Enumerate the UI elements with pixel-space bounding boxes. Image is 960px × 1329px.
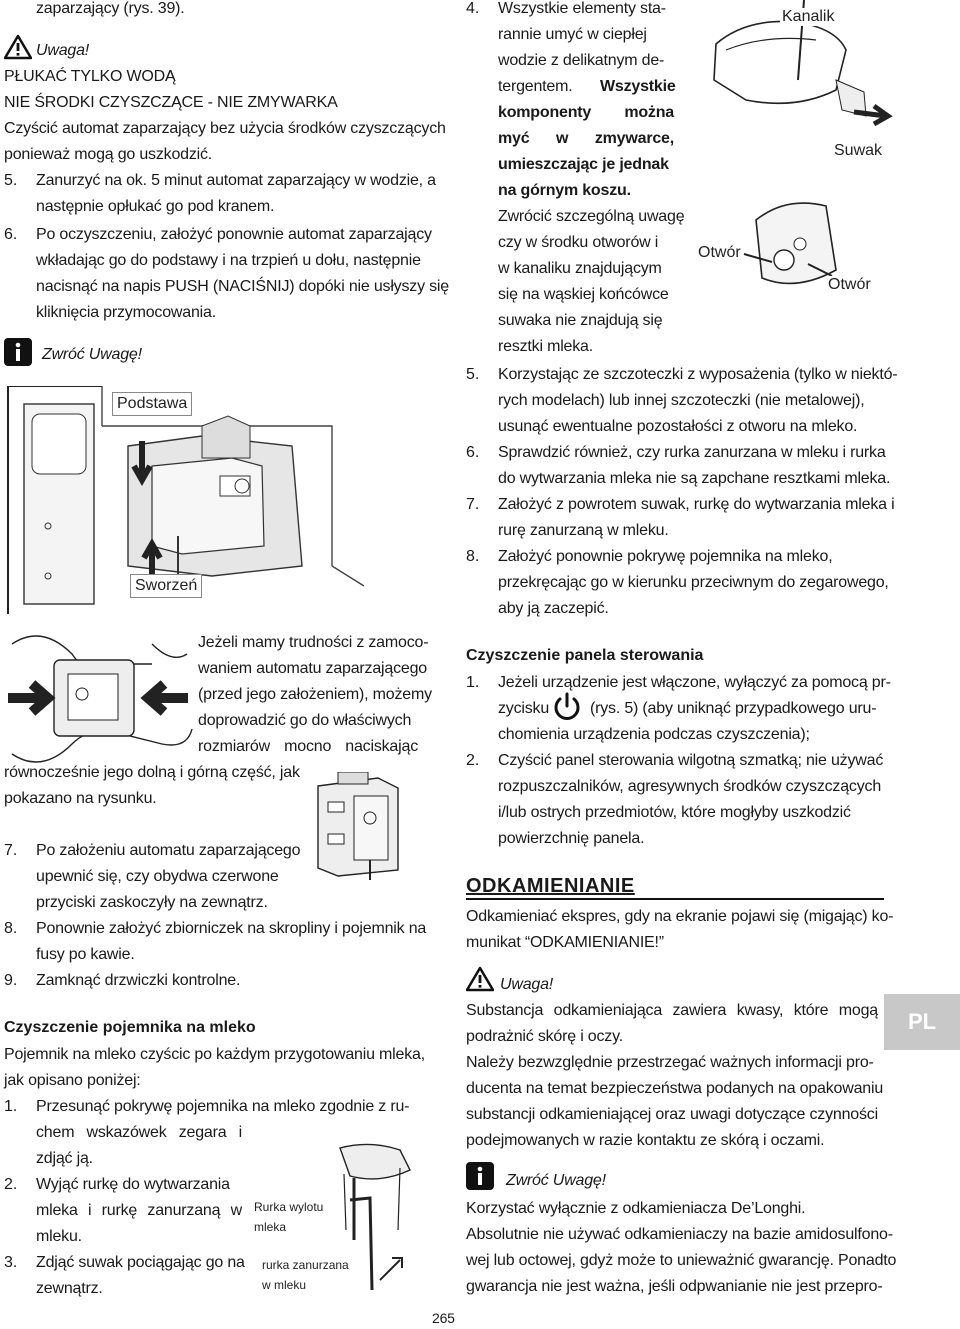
step-number: 6.: [4, 226, 18, 243]
step-number: 2.: [4, 1176, 18, 1193]
step-text: nacisnąć na napis PUSH (NACIŚNIJ) dopóki nie usłyszy się: [36, 278, 449, 295]
step-number: 1.: [466, 674, 480, 691]
hands-text: waniem automatu zaparzającego: [198, 660, 428, 677]
warning-line: podejmowanych w razie kontaktu ze skórą i oczami.: [466, 1132, 825, 1149]
step-text: suwaka nie znajdują się: [498, 312, 663, 329]
heading-rule: [466, 898, 884, 900]
warning-line: Należy bezwzględnie przestrzegać ważnych informacji pro-: [466, 1054, 874, 1071]
page-number: 265: [432, 1310, 455, 1326]
step-text: chem wskazówek zegara i: [36, 1124, 242, 1141]
step-text: kliknięcia przymocowania.: [36, 304, 216, 321]
warning-line: ponieważ mogą go uszkodzić.: [4, 146, 213, 163]
step-text: Zanurzyć na ok. 5 minut automat zaparzający w wodzie, a: [36, 172, 436, 189]
note-title: Zwróć Uwagę!: [506, 1172, 606, 1189]
power-icon: [550, 692, 584, 722]
step-text: usunąć ewentualne pozostałości z otworu na mleko.: [498, 418, 858, 435]
step-text-bold: Wszystkie: [600, 78, 676, 95]
step-text: do wytwarzania mleka nie są zapchane resztkami mleka.: [498, 470, 891, 487]
figure-label-sworzen: Sworzeń: [130, 574, 202, 598]
note-line: wej lub octowej, gdyż może to unieważnić gwarancję. Ponadto: [466, 1252, 897, 1269]
step-text: rozpuszczalników, agresywnych środków czyszczących: [498, 778, 882, 795]
warning-line: Czyścić automat zaparzający bez użycia środków czyszczących: [4, 120, 446, 137]
figure-label-rurka-wylotu: Rurka wylotu: [254, 1200, 324, 1214]
step-text: upewnić się, czy obydwa czerwone: [36, 868, 279, 885]
intro-tail: zaparzający (rys. 39).: [36, 0, 185, 17]
warning-line: ducenta na temat bezpieczeństwa podanych na opakowaniu: [466, 1080, 884, 1097]
step-text: Zamknąć drzwiczki kontrolne.: [36, 972, 241, 989]
descale-intro: munikat “ODKAMIENIANIE!”: [466, 934, 664, 951]
step-text: czy w środku otworów i: [498, 234, 659, 251]
section-heading-descaling: ODKAMIENIANIE: [466, 875, 635, 897]
warning-line: Substancja odkamieniająca zawiera kwasy, które mogą: [466, 1002, 878, 1019]
step-text-bold: myć w zmywarce,: [498, 130, 674, 147]
section-heading-panel: Czyszczenie panela sterowania: [466, 647, 704, 664]
milk-slider-figure: [686, 0, 900, 320]
step-number: 1.: [4, 1098, 18, 1115]
step-text: zycisku: [498, 700, 550, 717]
note-title: Zwróć Uwagę!: [42, 346, 142, 363]
figure-label-rurka-wylotu: mleka: [254, 1220, 287, 1234]
step-text: chomienia urządzenia podczas czyszczenia);: [498, 726, 810, 743]
step-text: Zwrócić szczególną uwagę: [498, 208, 685, 225]
hands-text: Jeżeli mamy trudności z zamoco-: [198, 634, 429, 651]
step-number: 8.: [4, 920, 18, 937]
step-number: 2.: [466, 752, 480, 769]
figure-label-kanalik: Kanalik: [782, 8, 835, 25]
step-text: Założyć z powrotem suwak, rurkę do wytwarzania mleka i: [498, 496, 895, 513]
step-text: wodzie z delikatnym de-: [498, 52, 665, 69]
step-number: 5.: [4, 172, 18, 189]
step-number: 6.: [466, 444, 480, 461]
step-text: aby ją zaczepić.: [498, 600, 609, 617]
step-text-bold: na górnym koszu.: [498, 182, 631, 199]
step-number: 8.: [466, 548, 480, 565]
step-text: Czyścić panel sterowania wilgotną szmatką; nie używać: [498, 752, 884, 769]
step-text: Korzystając ze szczoteczki z wyposażenia (tylko w niektó-: [498, 366, 898, 383]
figure-label-otwor: Otwór: [828, 276, 871, 293]
step-number: 3.: [4, 1254, 18, 1271]
brewer-unit-figure: [298, 772, 418, 882]
figure-label-rurka-zanurzana: w mleku: [262, 1278, 307, 1292]
step-text: mleka i rurkę zanurzaną w: [36, 1202, 242, 1219]
step-text: Wszystkie elementy sta-: [498, 0, 666, 17]
step-text: przekręcając go w kierunku przeciwnym do zegarowego,: [498, 574, 889, 591]
hands-text: pokazano na rysunku.: [4, 790, 157, 807]
step-text: Po założeniu automatu zaparzającego: [36, 842, 301, 859]
step-text: przyciski zaskoczyły na zewnątrz.: [36, 894, 268, 911]
note-line: Korzystać wyłącznie z odkamieniacza De’Longhi.: [466, 1200, 806, 1217]
language-tab: PL: [884, 994, 960, 1050]
step-text: Zdjąć suwak pociągając go na: [36, 1254, 245, 1271]
figure-label-otwor: Otwór: [698, 244, 741, 261]
hands-text: doprowadzić go do właściwych: [198, 712, 412, 729]
descale-intro: Odkamieniać ekspres, gdy na ekranie pojawi się (migając) ko-: [466, 908, 894, 925]
figure-label-suwak: Suwak: [834, 142, 883, 159]
warning-icon: [4, 34, 32, 60]
step-text: w kanaliku znajdującym: [498, 260, 662, 277]
step-number: 9.: [4, 972, 18, 989]
step-text: Po oczyszczeniu, założyć ponownie automat zaparzający: [36, 226, 432, 243]
warning-line: PŁUKAĆ TYLKO WODĄ: [4, 68, 176, 85]
step-text: rurę zanurzaną w mleku.: [498, 522, 669, 539]
hands-text: (przed jego założeniem), możemy: [198, 686, 432, 703]
milk-intro: jak opisano poniżej:: [4, 1072, 141, 1089]
step-text-bold: umieszczając je jednak: [498, 156, 669, 173]
step-text: mleku.: [36, 1228, 82, 1245]
step-text: fusy po kawie.: [36, 946, 135, 963]
step-text: zewnątrz.: [36, 1280, 103, 1297]
milk-intro: Pojemnik na mleko czyścic po każdym przygotowaniu mleka,: [4, 1046, 425, 1063]
step-text: rych modelach) lub innej szczoteczki (nie metalowej),: [498, 392, 865, 409]
step-text: (rys. 5) (aby uniknąć przypadkowego uru-: [590, 700, 877, 717]
step-text: powierzchnię panela.: [498, 830, 645, 847]
note-line: gwarancja nie jest ważna, jeśli odpwanianie nie jest przepro-: [466, 1278, 883, 1295]
figure-label-podstawa: Podstawa: [112, 392, 192, 416]
step-text: wkładając go do podstawy i na trzpień u dołu, następnie: [36, 252, 421, 269]
step-text: i/lub ostrych przedmiotów, które mogłyby uszkodzić: [498, 804, 851, 821]
step-number: 7.: [4, 842, 18, 859]
warning-icon: [466, 966, 494, 992]
note-line: Absolutnie nie używać odkamieniaczy na bazie amidosulfono-: [466, 1226, 893, 1243]
step-text: następnie opłukać go pod kranem.: [36, 198, 275, 215]
warning-line: substancji odkamieniającej oraz uwagi dotyczące czynności: [466, 1106, 878, 1123]
warning-line: NIE ŚRODKI CZYSZCZĄCE - NIE ZMYWARKA: [4, 94, 338, 111]
step-text: się na wąskiej końcówce: [498, 286, 669, 303]
hands-text: rozmiarów mocno naciskając: [198, 738, 418, 755]
step-number: 5.: [466, 366, 480, 383]
section-heading-milk: Czyszczenie pojemnika na mleko: [4, 1019, 256, 1036]
step-text: Jeżeli urządzenie jest włączone, wyłączyć za pomocą pr-: [498, 674, 891, 691]
info-icon: [4, 338, 32, 366]
step-text: Przesunąć pokrywę pojemnika na mleko zgodnie z ru-: [36, 1098, 410, 1115]
step-text-bold: komponenty można: [498, 104, 674, 121]
step-text: Wyjąć rurkę do wytwarzania: [36, 1176, 230, 1193]
step-number: 4.: [466, 0, 480, 17]
info-icon: [466, 1162, 494, 1190]
hands-squeeze-figure: [2, 624, 194, 774]
step-text: rannie umyć w ciepłej: [498, 26, 647, 43]
step-text: zdjąć ją.: [36, 1150, 93, 1167]
warning-title: Uwaga!: [36, 42, 90, 59]
step-text: Założyć ponownie pokrywę pojemnika na mleko,: [498, 548, 833, 565]
figure-label-rurka-zanurzana: rurka zanurzana: [262, 1258, 349, 1272]
step-number: 7.: [466, 496, 480, 513]
step-text: Sprawdzić również, czy rurka zanurzana w mleku i rurka: [498, 444, 886, 461]
step-text: resztki mleka.: [498, 338, 593, 355]
hands-text: równocześnie jego dolną i górną część, jak: [4, 764, 300, 781]
step-text: Ponownie założyć zbiorniczek na skropliny i pojemnik na: [36, 920, 427, 937]
warning-title: Uwaga!: [500, 976, 554, 993]
warning-line: podrażnić skórę i oczy.: [466, 1028, 623, 1045]
step-text: tergentem.: [498, 78, 573, 95]
